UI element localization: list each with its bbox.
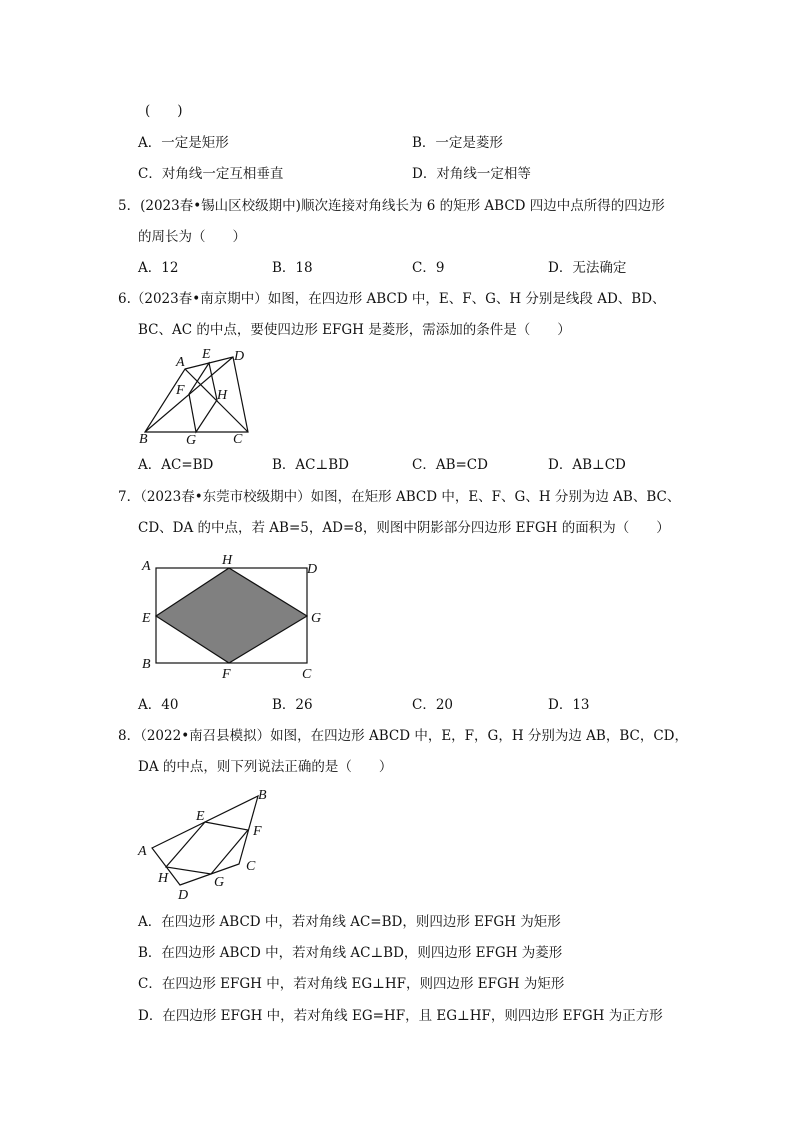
q8-option-c: C．在四边形 EFGH 中，若对角线 EG⊥HF，则四边形 EFGH 为矩形 — [138, 976, 565, 992]
q5-option-c: C．9 — [412, 260, 445, 276]
q6-label-b: B — [139, 432, 148, 447]
q7-option-d: D．13 — [548, 697, 590, 713]
q6-option-d: D．AB⊥CD — [548, 457, 626, 473]
q6-stem-line1: 6.（2023春•南京期中）如图，在四边形 ABCD 中，E、F、G、H 分别是线段 AD、BD、 — [118, 291, 666, 307]
q7-stem-line2: CD、DA 的中点，若 AB=5，AD=8，则图中阴影部分四边形 EFGH 的面积为（ ） — [138, 520, 670, 536]
q5-option-b: B．18 — [272, 260, 313, 276]
q6-label-f: F — [176, 383, 185, 398]
q6-label-c: C — [233, 432, 243, 447]
q8-option-b: B．在四边形 ABCD 中，若对角线 AC⊥BD，则四边形 EFGH 为菱形 — [138, 945, 563, 961]
q8-option-d: D．在四边形 EFGH 中，若对角线 EG=HF，且 EG⊥HF，则四边形 EFGH 为正方形 — [138, 1008, 663, 1024]
q8-label-d: D — [178, 888, 189, 903]
q6-figure — [130, 348, 270, 448]
q6-quad-abcd — [145, 357, 248, 432]
q7-label-f: F — [222, 667, 231, 682]
q6-label-d: D — [234, 349, 245, 364]
q5-option-a: A．12 — [138, 260, 179, 276]
q4-option-d: D．对角线一定相等 — [412, 166, 531, 182]
q7-label-e: E — [142, 611, 151, 626]
q8-label-g: G — [214, 875, 225, 890]
q6-option-a: A．AC=BD — [138, 457, 214, 473]
q6-label-h: H — [217, 388, 228, 403]
q8-label-f: F — [253, 824, 262, 839]
q5-stem-line1: 5．(2023春•锡山区校级期中)顺次连接对角线长为 6 的矩形 ABCD 四边中点所得的四边形 — [118, 198, 665, 214]
q7-option-a: A．40 — [138, 697, 179, 713]
q4-option-c: C．对角线一定互相垂直 — [138, 166, 284, 182]
q5-stem-line2: 的周长为（ ） — [138, 229, 246, 245]
q7-label-h: H — [222, 553, 233, 568]
q6-label-e: E — [202, 347, 211, 362]
q7-label-a: A — [142, 559, 151, 574]
q7-label-c: C — [302, 667, 312, 682]
q7-stem-line1: 7．（2023春•东莞市校级期中）如图，在矩形 ABCD 中，E、F、G、H 分别为边 AB、BC、 — [118, 489, 681, 505]
q8-stem-line2: DA 的中点，则下列说法正确的是（ ） — [138, 759, 393, 775]
q7-figure — [135, 550, 335, 680]
q6-option-b: B．AC⊥BD — [272, 457, 349, 473]
q8-label-c: C — [246, 859, 256, 874]
q6-label-g: G — [186, 433, 197, 448]
q7-shaded-efgh — [156, 568, 307, 663]
q8-quad-efgh — [166, 822, 248, 874]
q8-figure — [135, 785, 285, 903]
q8-label-h: H — [158, 871, 169, 886]
q7-label-g: G — [311, 611, 322, 626]
q7-label-d: D — [307, 562, 318, 577]
q8-label-b: B — [258, 788, 267, 803]
q8-option-a: A．在四边形 ABCD 中，若对角线 AC=BD，则四边形 EFGH 为矩形 — [138, 914, 561, 930]
q4-option-a: A．一定是矩形 — [138, 135, 229, 151]
q7-option-b: B．26 — [272, 697, 313, 713]
q8-stem-line1: 8．（2022•南召县模拟）如图，在四边形 ABCD 中，E，F，G，H 分别为边 AB，BC，CD， — [118, 728, 688, 744]
q8-label-a: A — [138, 844, 147, 859]
q7-label-b: B — [142, 657, 151, 672]
q4-paren: ( ) — [145, 103, 183, 119]
q4-option-b: B．一定是菱形 — [412, 135, 503, 151]
q7-option-c: C．20 — [412, 697, 454, 713]
q6-option-c: C．AB=CD — [412, 457, 488, 473]
q6-label-a: A — [176, 355, 185, 370]
q6-stem-line2: BC、AC 的中点，要使四边形 EFGH 是菱形，需添加的条件是（ ） — [138, 322, 571, 338]
q5-option-d: D．无法确定 — [548, 260, 627, 276]
q8-label-e: E — [196, 809, 205, 824]
